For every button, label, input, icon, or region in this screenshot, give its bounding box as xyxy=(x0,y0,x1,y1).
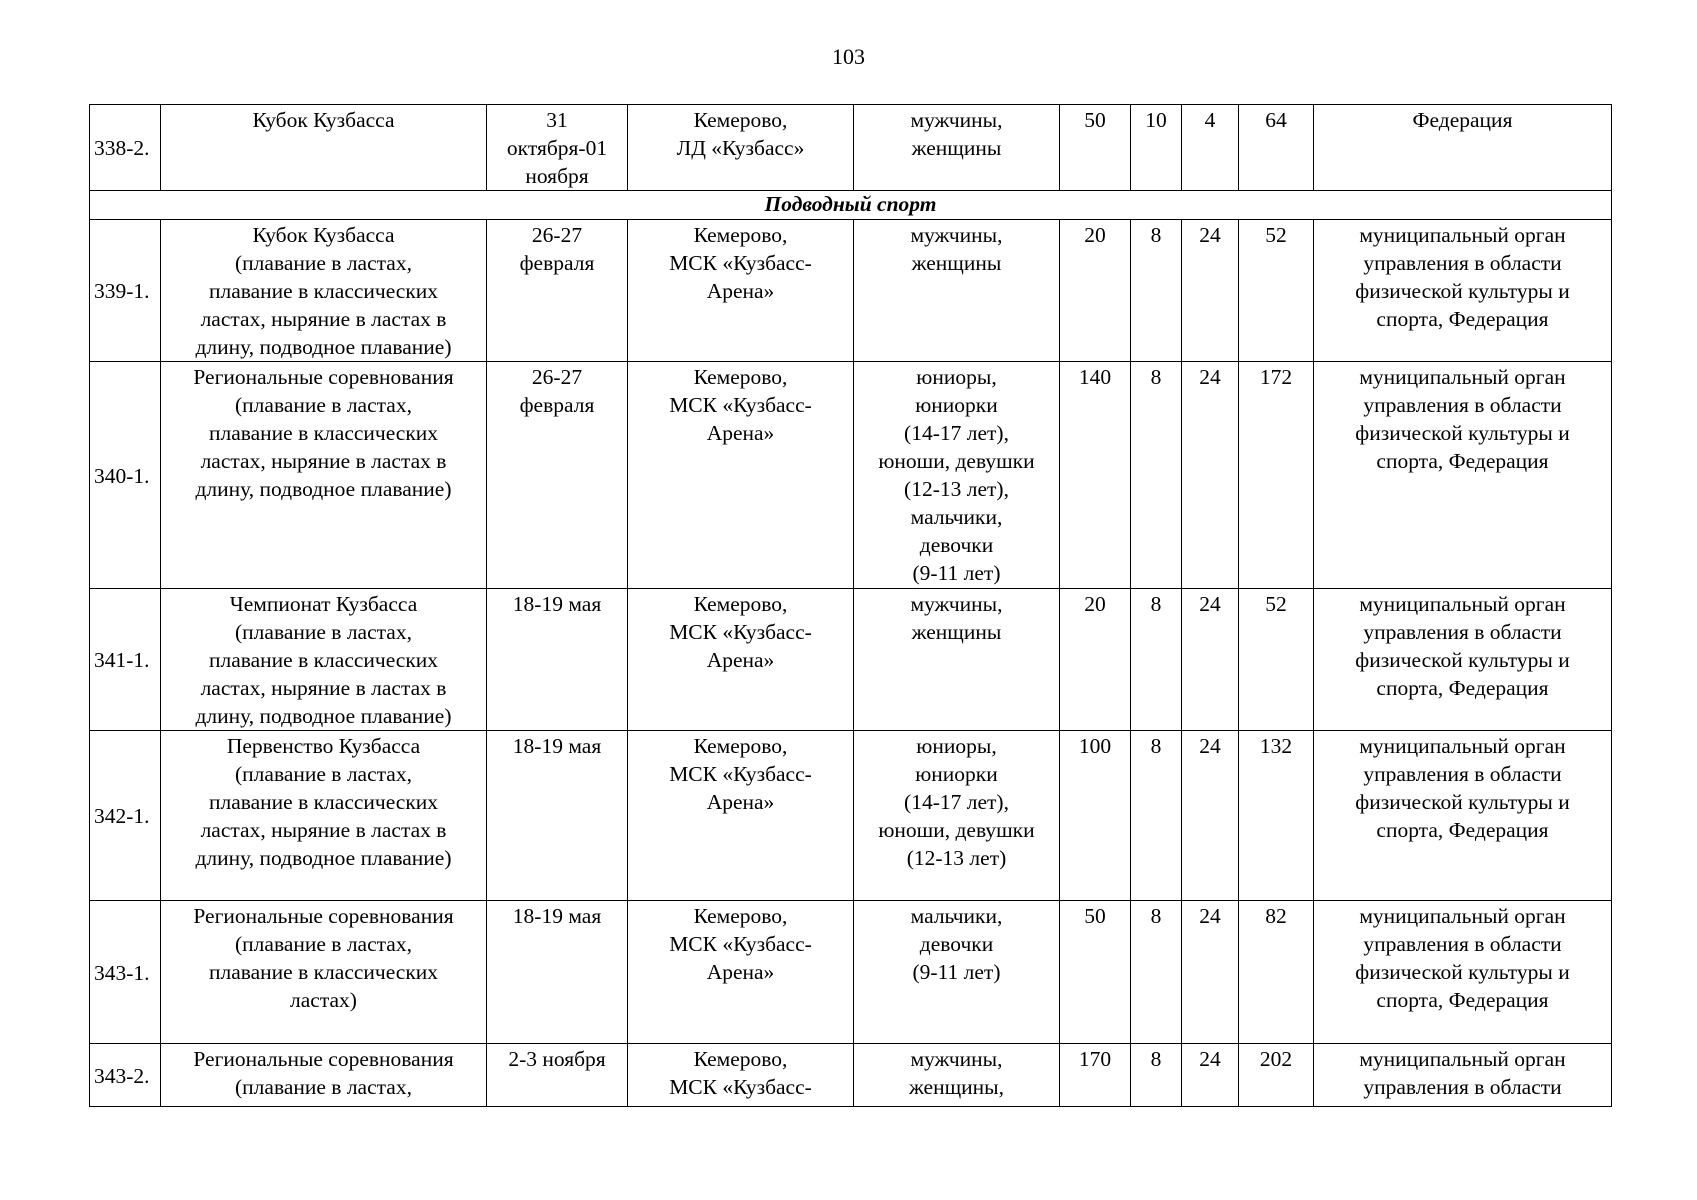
count-total-cell: 52 xyxy=(1239,589,1314,731)
cell-line: ластах, ныряние в ластах в xyxy=(200,449,447,473)
cell-line: спорта, Федерация xyxy=(1376,676,1549,700)
organizer-cell xyxy=(1314,589,1612,731)
cell-line: муниципальный орган xyxy=(1359,734,1566,758)
cell-line: 26-27 xyxy=(531,223,583,247)
organizer-cell xyxy=(1314,362,1612,589)
cell-line: Арена» xyxy=(706,279,775,303)
count-total-cell: 172 xyxy=(1239,362,1314,589)
cell-line: длину, подводное плавание) xyxy=(195,704,452,728)
cell-line: юниоры, xyxy=(916,365,997,389)
cell-line: длину, подводное плавание) xyxy=(195,335,452,359)
cell-line: МСК «Кузбасс- xyxy=(669,393,812,417)
count-total-cell: 64 xyxy=(1239,105,1314,191)
cell-line: Кемерово, xyxy=(693,904,788,928)
count-col-1-cell: 20 xyxy=(1060,589,1131,731)
cell-line: Региональные соревнования xyxy=(193,365,454,389)
count-col-3-cell: 24 xyxy=(1182,731,1239,901)
cell-line: МСК «Кузбасс- xyxy=(669,932,812,956)
cell-line: управления в области xyxy=(1363,762,1562,786)
cell-line: длину, подводное плавание) xyxy=(195,477,452,501)
place-cell xyxy=(628,105,854,191)
cell-line: ластах, ныряние в ластах в xyxy=(200,818,447,842)
cell-line: женщины xyxy=(911,620,1002,644)
cell-line: февраля xyxy=(519,393,595,417)
count-col-2-cell: 8 xyxy=(1131,589,1182,731)
event-name-cell xyxy=(161,731,487,901)
table-row xyxy=(90,1044,1612,1107)
row-number-cell: 340-1. xyxy=(90,362,161,589)
count-col-2-cell: 8 xyxy=(1131,731,1182,901)
cell-line: 31 xyxy=(546,108,568,132)
cell-line: физической культуры и xyxy=(1355,279,1570,303)
count-total-cell: 52 xyxy=(1239,220,1314,362)
cell-line: мужчины, xyxy=(910,223,1003,247)
cell-line: физической культуры и xyxy=(1355,960,1570,984)
cell-line: управления в области xyxy=(1363,251,1562,275)
cell-line: женщины xyxy=(911,251,1002,275)
cell-line: девочки xyxy=(919,932,994,956)
cell-line: плавание в классических xyxy=(208,790,439,814)
organizer-cell xyxy=(1314,731,1612,901)
row-number-cell: 343-1. xyxy=(90,901,161,1044)
cell-line: управления в области xyxy=(1363,1075,1562,1099)
cell-line: (12-13 лет), xyxy=(904,477,1009,501)
cell-line: Кемерово, xyxy=(693,108,788,132)
cell-line: (9-11 лет) xyxy=(912,561,1001,585)
cell-line: плавание в классических xyxy=(208,279,439,303)
cell-line: (14-17 лет), xyxy=(904,421,1009,445)
count-total-cell: 202 xyxy=(1239,1044,1314,1107)
count-total-cell: 132 xyxy=(1239,731,1314,901)
cell-line: муниципальный орган xyxy=(1359,223,1566,247)
cell-line: 18-19 мая xyxy=(512,734,602,758)
cell-line: (плавание в ластах, xyxy=(235,620,412,644)
cell-line: управления в области xyxy=(1363,932,1562,956)
cell-line: Кубок Кузбасса xyxy=(252,223,395,247)
count-total-cell: 82 xyxy=(1239,901,1314,1044)
cell-line: Арена» xyxy=(706,960,775,984)
count-col-3-cell: 4 xyxy=(1182,105,1239,191)
cell-line: физической культуры и xyxy=(1355,790,1570,814)
cell-line: (плавание в ластах, xyxy=(235,251,412,275)
cell-line: Чемпионат Кузбасса xyxy=(229,592,418,616)
count-col-2-cell: 8 xyxy=(1131,220,1182,362)
cell-line: МСК «Кузбасс- xyxy=(669,1075,812,1099)
count-col-3-cell: 24 xyxy=(1182,901,1239,1044)
table-row xyxy=(90,731,1612,901)
cell-line: юноши, девушки xyxy=(878,449,1035,473)
table-body xyxy=(90,105,1612,1107)
cell-line: (плавание в ластах, xyxy=(235,393,412,417)
cell-line: Кемерово, xyxy=(693,223,788,247)
cell-line: управления в области xyxy=(1363,393,1562,417)
cell-line: 26-27 xyxy=(531,365,583,389)
table-row xyxy=(90,105,1612,191)
count-col-1-cell: 140 xyxy=(1060,362,1131,589)
cell-line: Арена» xyxy=(706,648,775,672)
cell-line: муниципальный орган xyxy=(1359,592,1566,616)
organizer-cell xyxy=(1314,1044,1612,1107)
table-row xyxy=(90,589,1612,731)
cell-line: (плавание в ластах, xyxy=(235,932,412,956)
cell-line: Кемерово, xyxy=(693,365,788,389)
count-col-1-cell: 50 xyxy=(1060,105,1131,191)
place-cell xyxy=(628,731,854,901)
cell-line: плавание в классических xyxy=(208,960,439,984)
count-col-2-cell: 8 xyxy=(1131,1044,1182,1107)
cell-line: 18-19 мая xyxy=(512,592,602,616)
cell-line: муниципальный орган xyxy=(1359,365,1566,389)
cell-line: 2-3 ноября xyxy=(508,1047,606,1071)
cell-line: (9-11 лет) xyxy=(912,960,1001,984)
row-number-cell: 342-1. xyxy=(90,731,161,901)
date-cell xyxy=(487,901,628,1044)
event-name-cell xyxy=(161,1044,487,1107)
cell-line: плавание в классических xyxy=(208,421,439,445)
cell-line: ластах, ныряние в ластах в xyxy=(200,307,447,331)
table-row xyxy=(90,362,1612,589)
cell-line: мужчины, xyxy=(910,1047,1003,1071)
cell-line: октября-01 xyxy=(506,136,608,160)
cell-line: Федерация xyxy=(1412,108,1513,132)
cell-line: Кемерово, xyxy=(693,592,788,616)
cell-line: Кубок Кузбасса xyxy=(252,108,395,132)
place-cell xyxy=(628,589,854,731)
cell-line: спорта, Федерация xyxy=(1376,307,1549,331)
participants-cell xyxy=(854,1044,1060,1107)
cell-line: Арена» xyxy=(706,421,775,445)
cell-line: Арена» xyxy=(706,790,775,814)
cell-line: 18-19 мая xyxy=(512,904,602,928)
cell-line: МСК «Кузбасс- xyxy=(669,762,812,786)
section-title: Подводный спорт xyxy=(90,191,1612,220)
count-col-1-cell: 100 xyxy=(1060,731,1131,901)
row-number-cell: 341-1. xyxy=(90,589,161,731)
cell-line: Первенство Кузбасса xyxy=(226,734,421,758)
event-name-cell xyxy=(161,220,487,362)
cell-line: женщины, xyxy=(908,1075,1004,1099)
cell-line: женщины xyxy=(911,136,1002,160)
participants-cell xyxy=(854,105,1060,191)
participants-cell xyxy=(854,220,1060,362)
cell-line: Кемерово, xyxy=(693,734,788,758)
participants-cell xyxy=(854,589,1060,731)
cell-line: мальчики, xyxy=(910,904,1003,928)
organizer-cell xyxy=(1314,105,1612,191)
count-col-1-cell: 170 xyxy=(1060,1044,1131,1107)
event-name-cell xyxy=(161,105,487,191)
cell-line: Региональные соревнования xyxy=(193,904,454,928)
cell-line: физической культуры и xyxy=(1355,421,1570,445)
cell-line: юниоры, xyxy=(916,734,997,758)
cell-line: муниципальный орган xyxy=(1359,1047,1566,1071)
events-table xyxy=(89,104,1612,1107)
row-number-cell: 339-1. xyxy=(90,220,161,362)
cell-line: управления в области xyxy=(1363,620,1562,644)
cell-line: спорта, Федерация xyxy=(1376,988,1549,1012)
count-col-2-cell: 10 xyxy=(1131,105,1182,191)
place-cell xyxy=(628,1044,854,1107)
date-cell xyxy=(487,731,628,901)
table-row xyxy=(90,901,1612,1044)
cell-line: плавание в классических xyxy=(208,648,439,672)
cell-line: физической культуры и xyxy=(1355,648,1570,672)
count-col-3-cell: 24 xyxy=(1182,362,1239,589)
place-cell xyxy=(628,220,854,362)
cell-line: (плавание в ластах, xyxy=(235,762,412,786)
count-col-2-cell: 8 xyxy=(1131,901,1182,1044)
cell-line: (плавание в ластах, xyxy=(235,1075,412,1099)
cell-line: ноября xyxy=(525,164,589,188)
count-col-3-cell: 24 xyxy=(1182,220,1239,362)
event-name-cell xyxy=(161,362,487,589)
event-name-cell xyxy=(161,901,487,1044)
cell-line: Региональные соревнования xyxy=(193,1047,454,1071)
cell-line: девочки xyxy=(919,533,994,557)
row-number-cell: 343-2. xyxy=(90,1044,161,1107)
cell-line: спорта, Федерация xyxy=(1376,449,1549,473)
date-cell xyxy=(487,105,628,191)
date-cell xyxy=(487,220,628,362)
date-cell xyxy=(487,362,628,589)
page-number: 103 xyxy=(832,44,865,69)
cell-line: МСК «Кузбасс- xyxy=(669,620,812,644)
cell-line: ластах, ныряние в ластах в xyxy=(200,676,447,700)
cell-line: ЛД «Кузбасс» xyxy=(676,136,805,160)
cell-line: длину, подводное плавание) xyxy=(195,846,452,870)
count-col-3-cell: 24 xyxy=(1182,589,1239,731)
cell-line: муниципальный орган xyxy=(1359,904,1566,928)
cell-line: (14-17 лет), xyxy=(904,790,1009,814)
cell-line: юноши, девушки xyxy=(878,818,1035,842)
cell-line: юниорки xyxy=(915,393,998,417)
cell-line: мальчики, xyxy=(910,505,1003,529)
date-cell xyxy=(487,589,628,731)
table-row xyxy=(90,220,1612,362)
section-header-row xyxy=(90,191,1612,220)
organizer-cell xyxy=(1314,220,1612,362)
count-col-3-cell: 24 xyxy=(1182,1044,1239,1107)
count-col-1-cell: 20 xyxy=(1060,220,1131,362)
cell-line: спорта, Федерация xyxy=(1376,818,1549,842)
participants-cell xyxy=(854,901,1060,1044)
cell-line: МСК «Кузбасс- xyxy=(669,251,812,275)
cell-line: мужчины, xyxy=(910,592,1003,616)
place-cell xyxy=(628,901,854,1044)
count-col-2-cell: 8 xyxy=(1131,362,1182,589)
cell-line: мужчины, xyxy=(910,108,1003,132)
event-name-cell xyxy=(161,589,487,731)
place-cell xyxy=(628,362,854,589)
participants-cell xyxy=(854,362,1060,589)
cell-line: Кемерово, xyxy=(693,1047,788,1071)
cell-line: февраля xyxy=(519,251,595,275)
count-col-1-cell: 50 xyxy=(1060,901,1131,1044)
cell-line: (12-13 лет) xyxy=(906,846,1007,870)
cell-line: юниорки xyxy=(915,762,998,786)
cell-line: ластах) xyxy=(290,988,357,1012)
date-cell xyxy=(487,1044,628,1107)
participants-cell xyxy=(854,731,1060,901)
organizer-cell xyxy=(1314,901,1612,1044)
row-number-cell: 338-2. xyxy=(90,105,161,191)
